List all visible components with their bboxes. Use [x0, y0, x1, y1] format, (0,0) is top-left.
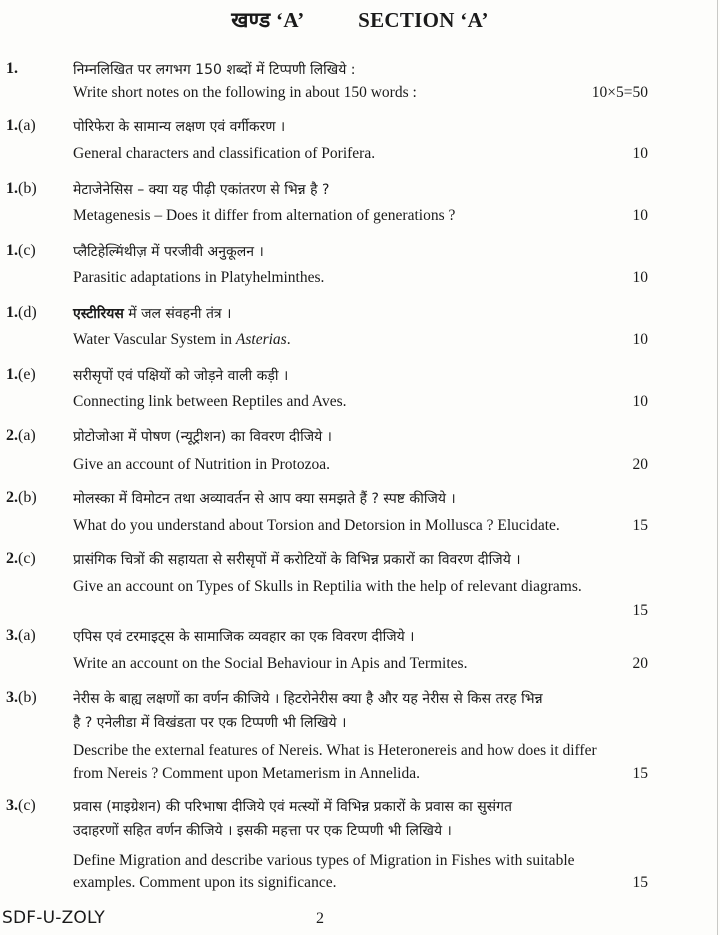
question-number: 2.(a) [6, 427, 36, 444]
question-number: 1.(b) [6, 180, 37, 197]
section-header [0, 6, 720, 34]
question-text-english: Write short notes on the following in about 150 words : [73, 84, 417, 101]
question-text-english-line2: examples. Comment upon its significance. [73, 874, 337, 891]
page-number: 2 [316, 910, 324, 927]
question-text-hindi: सरीसृपों एवं पक्षियों को जोड़ने वाली कड़ी । [73, 368, 289, 384]
question-text-hindi: प्रासंगिक चित्रों की सहायता से सरीसृपों में करोटियों के विभिन्न प्रकारों का विवरण दीजिये । [73, 552, 521, 568]
question-marks: 10 [632, 393, 648, 410]
question-text-hindi: नेरीस के बाह्य लक्षणों का वर्णन कीजिये । हिटरोनेरीस क्या है और यह नेरीस से किस तरह भिन्न [73, 691, 543, 707]
question-marks: 15 [632, 602, 648, 619]
question-text-english: Give an account of Nutrition in Protozoa. [73, 456, 330, 473]
section-header-hindi: खण्ड ‘A’ [231, 8, 305, 32]
question-marks: 15 [632, 874, 648, 891]
question-text-english: Water Vascular System in Asterias. [73, 331, 291, 348]
question-text-hindi: प्रवास (माइग्रेशन) की परिभाषा दीजिये एवं मत्स्यों में विभिन्न प्रकारों के प्रवास का सुसंगत [73, 799, 512, 815]
question-text-english: General characters and classification of Porifera. [73, 145, 376, 162]
question-text-english-line2: from Nereis ? Comment upon Metamerism in Annelida. [73, 765, 420, 782]
question-text-english: Parasitic adaptations in Platyhelminthes. [73, 269, 325, 286]
question-marks: 10 [632, 269, 648, 286]
question-marks: 15 [632, 517, 648, 534]
question-text-english: Describe the external features of Nereis. What is Heteronereis and how does it differ [73, 742, 597, 759]
question-number: 1.(a) [6, 117, 36, 134]
question-text-english: Connecting link between Reptiles and Aves. [73, 393, 347, 410]
question-text-english: What do you understand about Torsion and Detorsion in Mollusca ? Elucidate. [73, 517, 560, 534]
question-number: 3.(c) [6, 797, 36, 814]
section-header-english: SECTION ‘A’ [358, 8, 489, 32]
question-marks: 20 [632, 456, 648, 473]
question-text-english: Metagenesis – Does it differ from alternation of generations ? [73, 207, 456, 224]
question-number: 1. [6, 60, 18, 77]
question-text-hindi: एस्टीरियस में जल संवहनी तंत्र । [73, 306, 232, 322]
question-number: 1.(c) [6, 242, 36, 259]
question-number: 2.(c) [6, 550, 36, 567]
question-marks: 20 [632, 655, 648, 672]
question-text-english: Write an account on the Social Behaviour in Apis and Termites. [73, 655, 468, 672]
question-number: 2.(b) [6, 489, 37, 506]
question-text-hindi: मेटाजेनेसिस – क्या यह पीढ़ी एकांतरण से भिन्न है ? [73, 182, 330, 198]
question-number: 3.(b) [6, 689, 37, 706]
question-marks: 10×5=50 [591, 84, 648, 101]
question-number: 1.(e) [6, 366, 36, 383]
question-text-hindi: प्लैटिहेल्मिंथीज़ में परजीवी अनुकूलन । [73, 244, 264, 260]
paper-code: SDF-U-ZOLY [2, 908, 105, 928]
question-text-hindi: एपिस एवं टरमाइट्स के सामाजिक व्यवहार का एक विवरण दीजिये । [73, 629, 415, 645]
question-text-hindi-line2: है ? एनेलीडा में विखंडता पर एक टिप्पणी भी लिखिये । [73, 715, 347, 731]
question-number: 1.(d) [6, 304, 37, 321]
question-marks: 10 [632, 145, 648, 162]
question-text-hindi: मोलस्का में विमोटन तथा अव्यावर्तन से आप क्या समझते हैं ? स्पष्ट कीजिये । [73, 491, 456, 507]
question-marks: 10 [632, 331, 648, 348]
question-text-english: Give an account on Types of Skulls in Reptilia with the help of relevant diagrams. [73, 578, 582, 595]
italic-term: Asterias [235, 331, 287, 348]
page-edge-divider [717, 0, 718, 935]
question-text-hindi-line2: उदाहरणों सहित वर्णन कीजिये । इसकी महत्ता पर एक टिप्पणी भी लिखिये । [73, 823, 452, 839]
question-number: 3.(a) [6, 627, 36, 644]
question-text-hindi: निम्नलिखित पर लगभग 150 शब्दों में टिप्पणी लिखिये : [73, 62, 356, 78]
question-marks: 15 [632, 765, 648, 782]
question-text-english: Define Migration and describe various types of Migration in Fishes with suitable [73, 852, 575, 869]
question-text-hindi: प्रोटोजोआ में पोषण (न्यूट्रीशन) का विवरण दीजिये । [73, 429, 332, 445]
question-marks: 10 [632, 207, 648, 224]
hindi-bold-term: एस्टीरियस [73, 306, 124, 322]
question-text-hindi: पोरिफेरा के सामान्य लक्षण एवं वर्गीकरण । [73, 119, 286, 135]
